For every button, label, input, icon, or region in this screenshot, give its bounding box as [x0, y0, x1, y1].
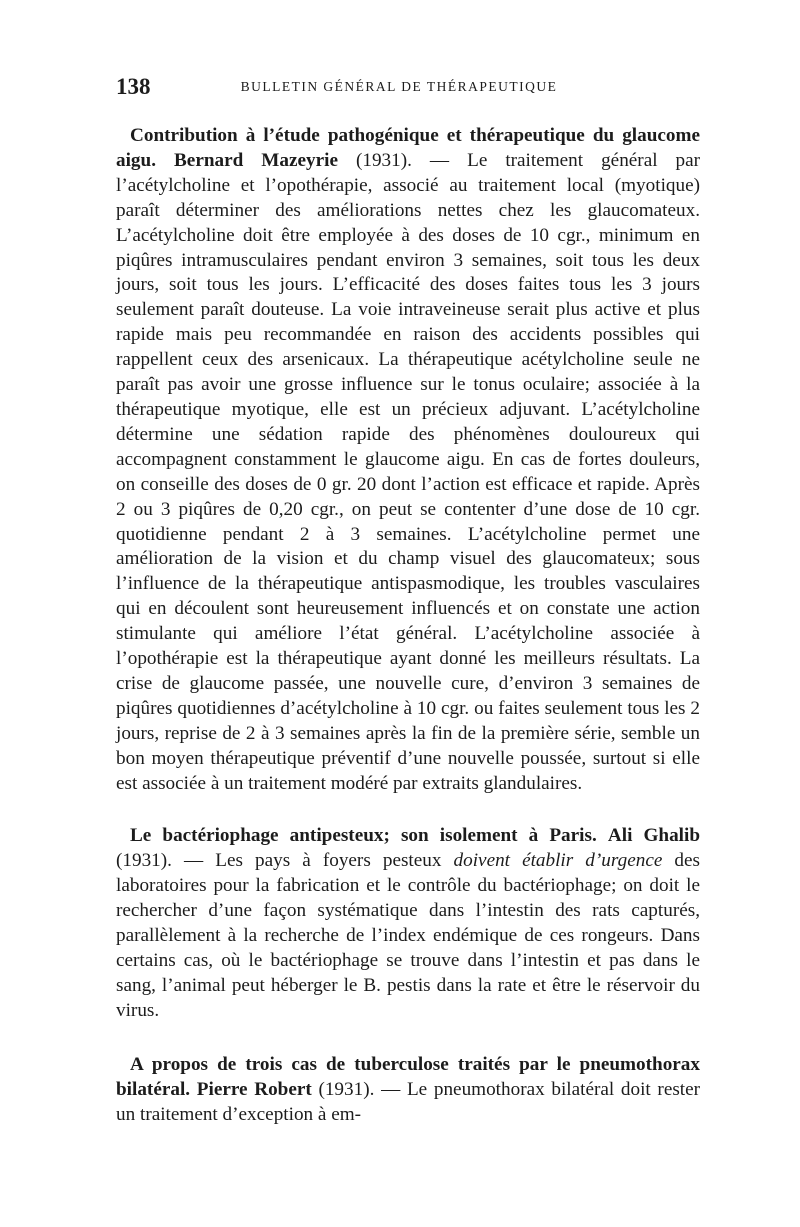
entry-author: Ali Ghalib [607, 825, 701, 847]
entry-title: Contribution à l’étude pathogénique et thérapeutique du glaucome aigu. [116, 125, 700, 171]
article-body [116, 124, 700, 1146]
entry-year: (1931). [318, 1078, 375, 1100]
entry-pneumothorax [116, 1053, 700, 1128]
entry-author: Pierre Robert [196, 1078, 312, 1100]
page-number: 138 [116, 74, 151, 99]
entry-text: — Le traitement général par l’acétylcholine et l’opothérapie, associé au traitement local (myotique) paraît déterminer des améliorations nettes chez les glaucomateux. L’acétylcholine doit être employée à des doses de 10 cgr., minimum en piqûres intramusculaires pendant environ 3 semaines, soit tous les deux jours, soit tous les jours. L’efficacité des doses faites tous les 3 jours seulement paraît douteuse. La voie intraveineuse serait plus active et plus rapide mais peu recommandée en raison des accidents possibles qui rappellent ceux des arsenicaux. La thérapeutique acétylcholine seule ne paraît pas avoir une grosse influence sur le tonus oculaire; associée à la thérapeutique myotique, elle est un précieux adjuvant. L’acétylcholine détermine une sédation rapide des phénomènes douloureux qui accompagnent constamment le glaucome aigu. En cas de fortes douleurs, on conseille des doses de 0 gr. 20 dont l’action est efficace et rapide. Après 2 ou 3 piqûres de 0,20 cgr., on peut se contenter d’une dose de 10 cgr. quotidienne pendant 2 à 3 semaines. L’acétylcholine permet une amélioration de la vision et du champ visuel des glaucomateux; sous l’influence de la thérapeutique antispasmodique, les troubles vasculaires qui en découlent sont heureusement influencés et on constate une action stimulante qui améliore l’état général. L’acétylcholine associée à l’opothérapie est la thérapeutique ayant donné les meilleurs résultats. La crise de glaucome passée, une nouvelle cure, d’environ 3 semaines de piqûres quotidiennes d’acétylcholine à 10 cgr. ou faites seulement tous les 2 jours, reprise de 2 à 3 semaines après la fin de la première série, semble un bon moyen thérapeutique préventif d’une nouvelle poussée, surtout si elle est associée à un traitement modéré par extraits glandulaires. [116, 149, 701, 794]
entry-title: A propos de trois cas de tuberculose traités par le pneumothorax bilatéral. [116, 1053, 700, 1100]
entry-title: Le bactériophage antipesteux; son isolement à Paris. [130, 825, 597, 847]
entry-bacteriophage [116, 824, 700, 1023]
entry-text-italic: doivent établir d’urgence [453, 850, 663, 872]
entry-year: (1931). [355, 149, 412, 171]
entry-year: (1931). [116, 850, 172, 872]
running-title: BULLETIN GÉNÉRAL DE THÉRAPEUTIQUE [240, 79, 558, 94]
entry-glaucome [116, 124, 700, 796]
entry-text: — Les pays à foyers pesteux [184, 850, 454, 872]
running-head [116, 72, 682, 102]
entry-text: — Le pneumothorax bilatéral doit rester un traitement d’exception à em- [116, 1078, 701, 1125]
entry-text: des laboratoires pour la fabrication et le contrôle du bactériophage; on doit le rechercher d’une façon systématique dans l’intestin des rats capturés, parallèlement à la recherche de l’index endémique de ces rongeurs. Dans certains cas, où le bactériophage se trouve dans l’intestin et pas dans le sang, l’animal peut héberger le B. pestis dans la rate et être le réservoir du virus. [116, 850, 701, 1021]
entry-author: Bernard Mazeyrie [174, 149, 338, 171]
